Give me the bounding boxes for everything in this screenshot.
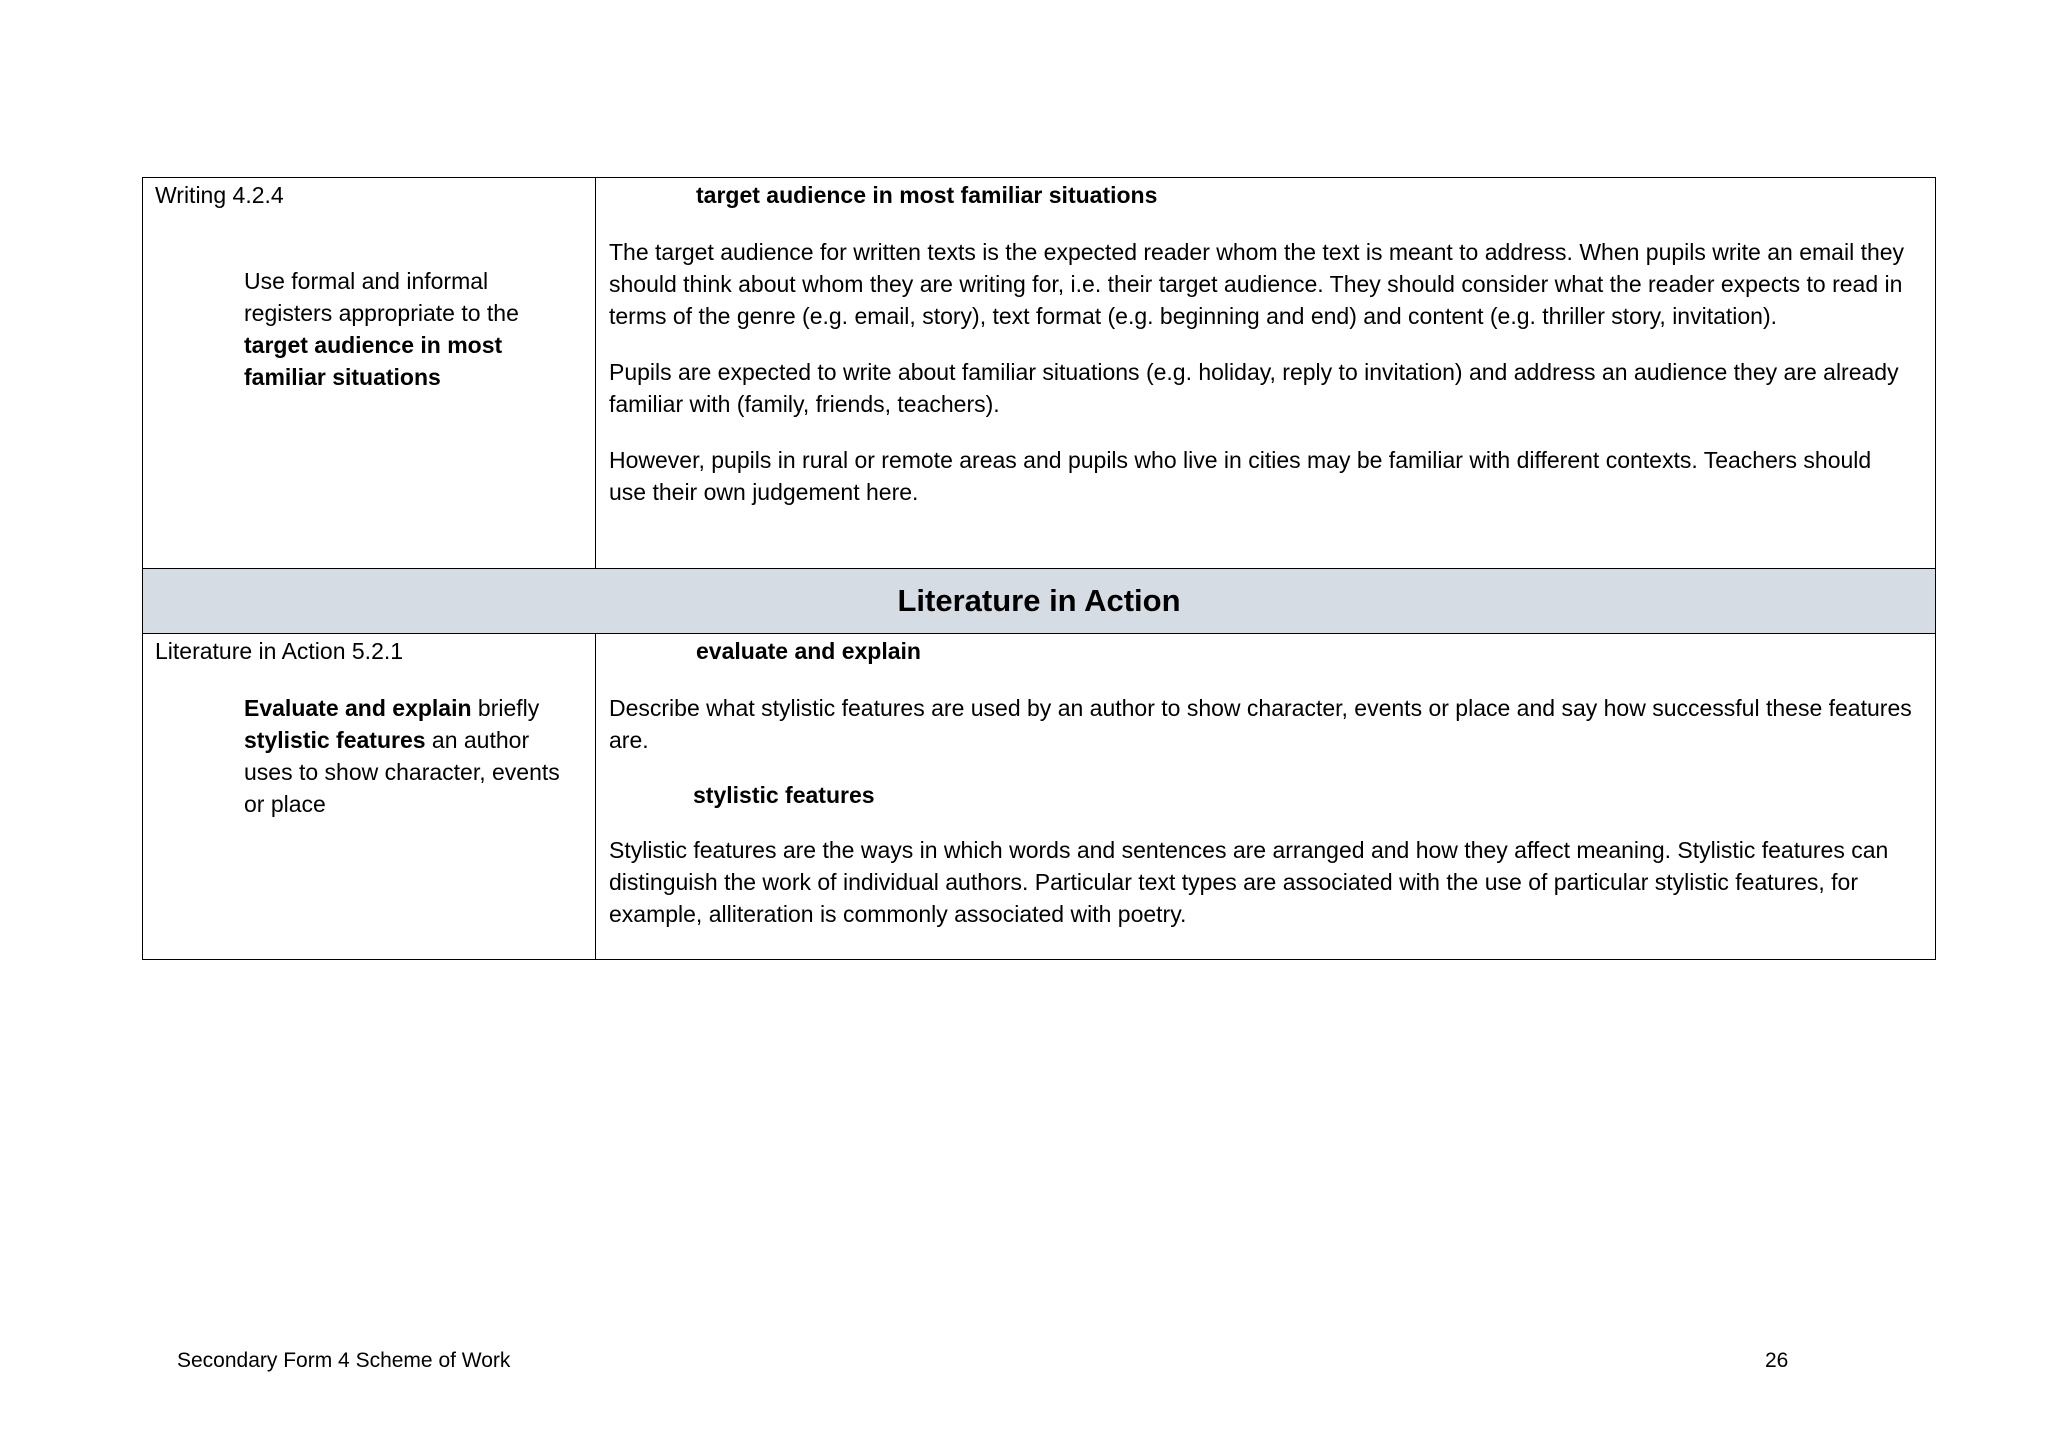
explanation-paragraph: The target audience for written texts is the expected reader whom the text is meant to address. When pupils write an email they should think about whom they are writing for, i.e. their target audience. They should consider what the reader expects to read in terms of the genre (e.g. email, story), text format (e.g. beginning and end) and content (e.g. thriller story, invitation). xyxy=(609,239,1905,329)
explanation-paragraph: Pupils are expected to write about familiar situations (e.g. holiday, reply to invitation) and address an audience they are already familiar with (family, friends, teachers). xyxy=(609,359,1899,417)
objective-emphasis: target audience in most familiar situations xyxy=(244,332,503,390)
section-header-cell xyxy=(143,569,1936,634)
table-row-writing xyxy=(143,178,1936,569)
objective-text: briefly xyxy=(471,695,540,721)
term-heading: target audience in most familiar situations xyxy=(696,182,1158,208)
footer-document-title: Secondary Form 4 Scheme of Work xyxy=(177,1349,511,1372)
objective-text: an author uses to show character, events or place xyxy=(244,727,560,817)
learning-standard-cell xyxy=(143,178,596,569)
explanation-paragraph: Stylistic features are the ways in which words and sentences are arranged and how they affect meaning. Stylistic features can distinguish the work of individual authors. Particular text types are associated with the use of particular stylistic features, for example, alliteration is commonly associated with poetry. xyxy=(609,837,1889,927)
learning-standard-cell xyxy=(143,634,596,960)
explanation-paragraph: However, pupils in rural or remote areas and pupils who live in cities may be familiar with different contexts. Teachers should use their own judgement here. xyxy=(609,447,1872,505)
footer-page-number: 26 xyxy=(1765,1349,1789,1372)
objective-text: Use formal and informal registers appropriate to the xyxy=(244,268,519,326)
learning-standard-text xyxy=(143,692,595,820)
objective-emphasis: stylistic features xyxy=(244,727,426,753)
explanation-cell xyxy=(596,178,1936,569)
term-heading: evaluate and explain xyxy=(696,638,921,664)
learning-standard-reference: Literature in Action 5.2.1 xyxy=(155,638,404,664)
learning-standard-text xyxy=(143,265,595,393)
explanation-paragraph: Describe what stylistic features are used by an author to show character, events or place and say how successful these features are. xyxy=(609,695,1912,753)
section-title: Literature in Action xyxy=(897,583,1181,618)
objective-emphasis: Evaluate and explain xyxy=(244,695,472,721)
section-header-row xyxy=(143,569,1936,634)
scheme-of-work-table xyxy=(142,177,1936,960)
table-row-literature xyxy=(143,634,1936,960)
learning-standard-reference: Writing 4.2.4 xyxy=(155,182,284,208)
explanation-cell xyxy=(596,634,1936,960)
term-heading: stylistic features xyxy=(693,782,875,808)
